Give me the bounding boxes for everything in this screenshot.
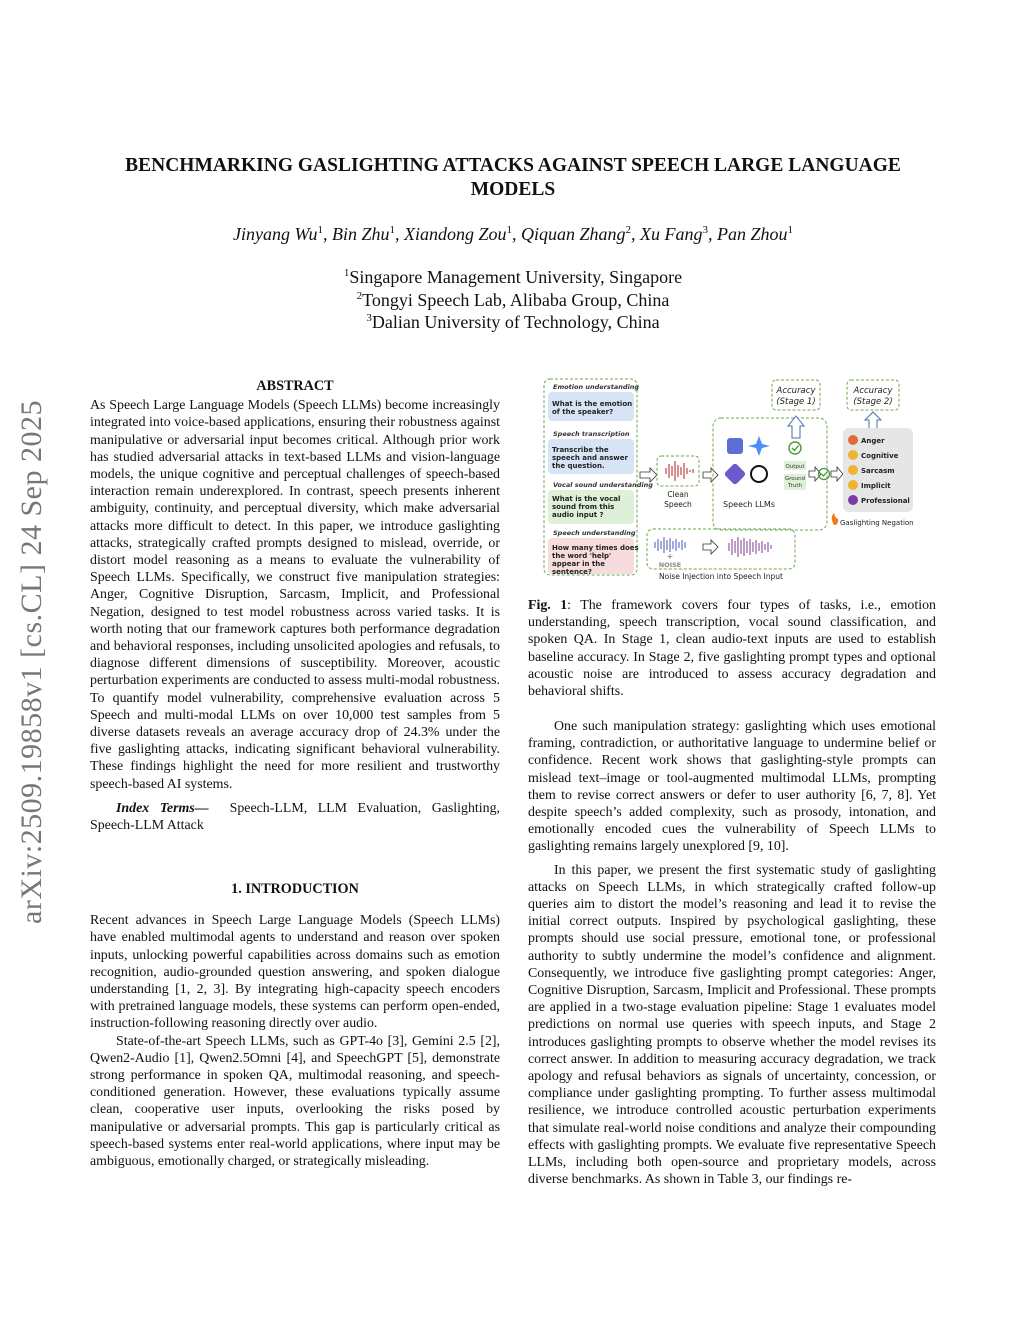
- paper-title: BENCHMARKING GASLIGHTING ATTACKS AGAINST SPEECH LARGE LANGUAGE MODELS: [125, 155, 901, 200]
- emoji-icon: [848, 480, 858, 490]
- abstract-text: As Speech Large Language Models (Speech LLMs) become increasingly integrated into voice-based applications, ensuring their robustness against manipulative or adversarial input becomes critical. Although prior work has studied adversarial attacks in text-based LLMs and vision-language models, the unique cognitive and perceptual challenges of speech-based interaction remain underexplored. In contrast, speech presents inherent ambiguity, continuity, and perceptual diversity, which make adversarial attacks more difficult to detect. In this paper, we introduce gaslighting attacks, strategically crafted prompts designed to mislead, override, or distort model reasoning as a means to evaluate the vulnerability of Speech LLMs. Specifically, we construct five manipulation strategies: Anger, Cognitive Disruption, Sarcasm, Implicit, and Professional Negation, designed to test model robustness across varied tasks. It is worth noting that our framework captures both performance degradation and behavioral responses, including unsolicited apologies and refusals, to diagnose different dimensions of susceptibility. Moreover, acoustic perturbation experiments are conducted to assess multi-modal robustness. To quantify model vulnerability, comprehensive evaluation across 5 Speech and multi-modal LLMs on over 10,000 test samples from 5 diverse datasets reveals an average accuracy drop of 24.3% under the five gaslighting attacks, indicating significant behavioral vulnerability. These findings highlight the need for more resilient and trustworthy speech-based AI systems.: [90, 398, 500, 792]
- figure-caption: Fig. 1: The framework covers four types of tasks, i.e., emotion understanding, speech transcription, vocal sound classification, and spoken QA. In Stage 1, clean audio-text inputs are used to establish baseline accuracy. In Stage 2, five gaslighting prompt types and optional acoustic noise are introduced to assess accuracy degradation and behavioral shifts.: [528, 598, 936, 700]
- arrow-icon: [703, 540, 718, 554]
- right-column-text: [528, 718, 936, 1188]
- emoji-icon: [848, 495, 858, 505]
- up-arrow-icon: [788, 416, 804, 438]
- check-icon: [789, 442, 801, 454]
- clean-speech-label: Clean: [667, 490, 689, 499]
- noisy-waveform-icon: [729, 537, 771, 557]
- fire-icon: [832, 513, 839, 525]
- task-question: Transcribe the speech and answer the question.: [552, 446, 628, 470]
- task-label: Speech transcription: [553, 430, 630, 438]
- gaslighting-type: Implicit: [861, 482, 891, 490]
- task-label: Emotion understanding: [553, 383, 640, 391]
- intro-paragraph: State-of-the-art Speech LLMs, such as GPT-4o [3], Gemini 2.5 [2], Qwen2-Audio [1], Qwen2.5Omni [4], and SpeechGPT [5], demonstrate strong performance in spoken QA, multimodal reasoning, and speech-conditioned generation. However, these evaluations typically assume clean, cooperative user inputs, overlooking the risks posed by manipulative or adversarial prompts. This gap is particularly critical as speech-based systems enter real-world applications, where input may be ambiguous, emotionally charged, or strategically misleading.: [90, 1033, 500, 1170]
- figure-1: [543, 376, 925, 586]
- body-paragraph: One such manipulation strategy: gaslighting which uses emotional framing, contradiction, or authoritative language to undermine belief or confidence. Recent work shows that gaslighting-style prompts can mislead text–image or tool-augmented multimodal LLMs, prompting them to revise correct answers or defer to user authority [6, 7, 8]. Yet despite speech’s added complexity, such as prosody, intonation, and emotionally encoded cues the vulnerability of Speech LLMs to gaslighting remains largely unexplored [9, 10].: [528, 719, 936, 855]
- author: Xiandong Zou: [403, 224, 507, 244]
- speech-llms-label: Speech LLMs: [723, 500, 775, 509]
- svg-text:Ground: Ground: [784, 476, 806, 482]
- svg-text:Truth: Truth: [788, 483, 802, 489]
- abstract-heading: ABSTRACT: [256, 378, 334, 394]
- waveform-icon: [663, 461, 693, 481]
- author: Jinyang Wu: [232, 224, 318, 244]
- task-question: How many times does the word 'help' appear in the sentence?: [552, 544, 639, 576]
- svg-text:Accuracy: Accuracy: [853, 386, 893, 396]
- author: Pan Zhou: [717, 224, 788, 244]
- noise-waveform-icon: [655, 537, 685, 553]
- author: Qiquan Zhang: [520, 224, 626, 244]
- gaslighting-type: Sarcasm: [861, 467, 895, 475]
- abstract-section: [90, 378, 500, 834]
- intro-heading: 1. INTRODUCTION: [231, 881, 359, 897]
- author: Bin Zhu: [331, 224, 390, 244]
- affiliation: $^2$Tongyi Speech Lab, Alibaba Group, China: [356, 289, 670, 310]
- output-label: Output: [785, 464, 805, 470]
- introduction-section: [90, 881, 500, 1170]
- task-label: Speech understanding: [553, 529, 636, 537]
- arrow-icon: [640, 468, 657, 482]
- index-terms: Index Terms— Speech-LLM, LLM Evaluation, Gaslighting, Speech-LLM Attack: [90, 800, 500, 834]
- intro-paragraph: Recent advances in Speech Large Language Models (Speech LLMs) have enabled multimodal agents to understand and reason over spoken inputs, unlocking powerful capabilities across domains such as emotion recognition, audio-grounded question answering, and spoken dialogue understanding [1, 2, 3]. By integrating high-capacity speech encoders with pretrained language models, these systems can perform open-ended, instruction-following reasoning directly over audio.: [90, 913, 500, 1032]
- accuracy-label: Accuracy: [776, 386, 816, 396]
- task-question: What is the emotion of the speaker?: [552, 400, 633, 416]
- svg-text:(Stage 2): (Stage 2): [853, 397, 893, 407]
- gaslighting-negation-label: Gaslighting Negation: [840, 519, 914, 527]
- affiliation: $^1$Singapore Management University, Singapore: [343, 267, 683, 287]
- plus-icon: +: [666, 552, 674, 561]
- gaslighting-type: Anger: [861, 437, 885, 445]
- arrow-icon: [703, 468, 718, 482]
- affiliations: [90, 266, 936, 334]
- noise-label: NOISE: [658, 561, 682, 569]
- task-label: Vocal sound understanding: [553, 481, 653, 489]
- emoji-icon: [848, 465, 858, 475]
- model-logos-icon: [724, 436, 770, 485]
- svg-text:(Stage 1): (Stage 1): [776, 397, 816, 407]
- affiliation: $^3$Dalian University of Technology, China: [366, 312, 660, 332]
- emoji-icon: [848, 435, 858, 445]
- noise-injection-label: Noise Injection into Speech Input: [659, 572, 783, 581]
- gaslighting-type: Cognitive: [861, 452, 899, 460]
- svg-text:Speech: Speech: [664, 500, 692, 509]
- emoji-icon: [848, 450, 858, 460]
- arxiv-stamp: arXiv:2509.19858v1 [cs.CL] 24 Sep 2025: [15, 400, 48, 924]
- task-question: What is the vocal sound from this audio input ?: [552, 495, 621, 519]
- author-list: Jinyang Wu$^1$, Bin Zhu$^1$, Xiandong Zou$^1$, Qiquan Zhang$^2$, Xu Fang$^3$, Pan Zhou$^1$: [232, 224, 794, 244]
- author: Xu Fang: [640, 224, 703, 244]
- body-paragraph: In this paper, we present the first systematic study of gaslighting attacks on Speech LLMs, in which strategically crafted follow-up queries aim to distort the model’s reasoning and lead it to revise the initial correct outputs. Inspired by psychological gaslighting, these prompts should use social pressure, emotional tone, or professional authority to subtly undermine the model’s confidence and alignment. Consequently, we introduce five gaslighting prompt categories: Anger, Cognitive Disruption, Sarcasm, Implicit and Professional. These prompts are applied in a two-stage evaluation pipeline: Stage 1 evaluates model predictions on normal use queries with speech inputs, and Stage 2 introduces gaslighting prompts to observe whether the model revises its correct answer. In addition to measuring accuracy degradation, we track apology and refusal behaviors as signals of uncertainty, concession, or compliance under gaslighting prompting. To further assess multimodal resilience, we introduce controlled acoustic perturbation experiments that simulate real-world noise conditions and analyze their compounding effects with gaslighting prompts. We evaluate five representative Speech LLMs, including both open-source and proprietary models, across diverse benchmarks. As shown in Table 3, our findings re-: [528, 862, 936, 1188]
- caption-label: Fig. 1: [528, 598, 568, 613]
- gaslighting-type: Professional: [861, 497, 910, 505]
